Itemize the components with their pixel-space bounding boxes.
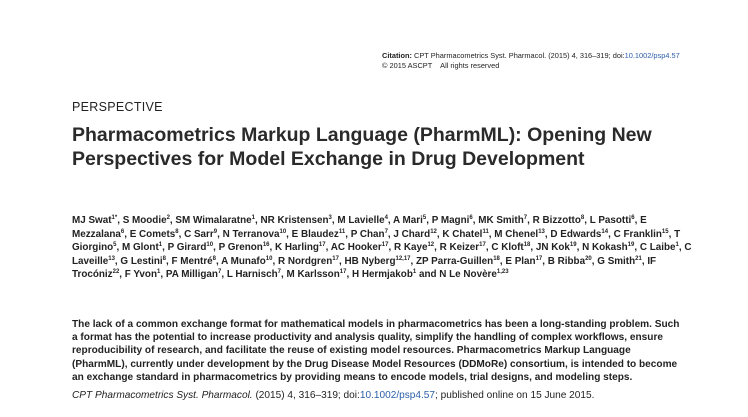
- author-affiliation: 13: [538, 228, 545, 235]
- rights-text: All rights reserved: [440, 61, 500, 70]
- author-name: PA Milligan: [165, 269, 218, 280]
- author-affiliation: 1: [157, 269, 161, 275]
- author-affiliation: 7: [523, 215, 528, 221]
- author-affiliation: 8: [212, 255, 217, 262]
- published-date: ; published online on 15 June 2015.: [435, 390, 595, 401]
- author-name: C Laveille: [72, 242, 692, 267]
- author-name: F Mentré: [171, 255, 213, 267]
- author-affiliation: 1*: [111, 215, 118, 221]
- author-affiliation: 17: [318, 242, 326, 248]
- author-affiliation: 10: [279, 228, 287, 235]
- author-name: ZP Parra-Guillen: [416, 255, 494, 267]
- citation-text: CPT Pharmacometrics Syst. Pharmacol. (2015) 4, 316–319;: [414, 51, 611, 60]
- author-affiliation: 10: [265, 255, 273, 262]
- author-name: A Munafo: [221, 255, 266, 267]
- citation-doi-prefix: doi:: [612, 51, 625, 60]
- author-affiliation: 6: [469, 215, 473, 221]
- author-name: AC Hooker: [330, 242, 382, 253]
- author-affiliation: 8: [580, 215, 585, 221]
- author-name: K Harling: [275, 242, 319, 253]
- author-affiliation: 17: [339, 269, 347, 275]
- author-name: L Pasotti: [589, 215, 632, 226]
- author-name: MJ Swat: [72, 215, 112, 226]
- author-affiliation: 7: [384, 228, 388, 235]
- author-name: SM Wimalaratne: [175, 215, 252, 226]
- author-affiliation: 8: [175, 228, 179, 235]
- author-name: HB Nyberg: [344, 255, 396, 267]
- author-name: M Lavielle: [337, 215, 385, 226]
- journal-reference: [72, 389, 692, 402]
- author-name: C Kloft: [491, 242, 524, 253]
- section-label: PERSPECTIVE: [72, 100, 163, 114]
- author-name: L Harnisch: [226, 269, 278, 280]
- author-name: R Nordgren: [277, 255, 333, 267]
- author-affiliation: 5: [422, 215, 427, 221]
- author-affiliation: 16: [262, 242, 270, 248]
- author-name: C Sarr: [184, 228, 214, 240]
- citation-label: Citation:: [382, 51, 412, 60]
- author-affiliation: 9: [213, 228, 218, 235]
- abstract-text: The lack of a common exchange format for mathematical models in pharmacometrics has been a long-standing problem. Such a format has the potential to increase productivity and analysis quality, simplify the handling of complex workflows, ensure reproducibility of research, and facilitate the reuse of existing model resources. Pharmacometrics Markup Language (PharmML), currently under development by the Drug Disease Model Resources (DDMoRe) consortium, is intended to become an exchange standard in pharmacometrics by providing means to encode models, trial designs, and modeling steps.: [72, 319, 680, 383]
- author-affiliation: 7: [277, 269, 282, 275]
- copyright-text: © 2015 ASCPT: [382, 61, 433, 70]
- author-name: J Chard: [393, 228, 431, 240]
- author-name: S Moodie: [122, 215, 167, 226]
- author-affiliation: 17: [381, 242, 389, 248]
- journal-name: CPT Pharmacometrics Syst. Pharmacol.: [72, 390, 253, 401]
- author-name: E Comets: [129, 228, 176, 240]
- author-name: E Plan: [505, 255, 536, 267]
- author-name: MK Smith: [478, 215, 524, 226]
- author-affiliation: 14: [601, 228, 609, 235]
- author-name: P Chan: [350, 228, 385, 240]
- author-name: C Franklin: [613, 228, 662, 240]
- author-affiliation: 3: [328, 215, 332, 221]
- author-name: E Mezzalana: [72, 215, 647, 240]
- author-affiliation: 12: [430, 228, 437, 235]
- author-affiliation: 11: [482, 228, 489, 235]
- author-affiliation: 7: [217, 269, 222, 275]
- author-affiliation: 17: [535, 255, 543, 262]
- author-name: G Smith: [597, 255, 636, 267]
- author-name: A Mari: [393, 215, 423, 226]
- author-affiliation: 12: [427, 242, 435, 248]
- author-name: B Ribba: [547, 255, 586, 267]
- author-name: NR Kristensen: [260, 215, 329, 226]
- author-joiner: and: [418, 269, 437, 280]
- citation-block: [382, 51, 742, 71]
- author-affiliation: 17: [479, 242, 486, 248]
- author-name: R Bizzotto: [532, 215, 581, 226]
- author-name: T Giorgino: [72, 228, 681, 253]
- author-affiliation: 1: [158, 242, 163, 248]
- author-name: F Yvon: [124, 269, 157, 280]
- author-affiliation: 20: [585, 255, 592, 262]
- journal-details: (2015) 4, 316–319; doi:: [255, 390, 360, 401]
- author-affiliation: 1: [412, 269, 417, 275]
- author-affiliation: 17: [332, 255, 339, 262]
- author-name: C Laibe: [639, 242, 676, 253]
- author-affiliation: 2: [166, 215, 170, 221]
- author-name: P Girard: [167, 242, 207, 253]
- author-affiliation: 22: [112, 269, 120, 275]
- author-affiliation: 8: [162, 255, 167, 262]
- author-name: R Keizer: [439, 242, 480, 253]
- author-name: R Kaye: [393, 242, 428, 253]
- author-name: M Glont: [121, 242, 159, 253]
- author-affiliation: 15: [661, 228, 669, 235]
- author-affiliation: 5: [113, 242, 117, 248]
- author-affiliation: 1: [251, 215, 255, 221]
- author-name: H Hermjakob: [351, 269, 413, 280]
- author-affiliation: 6: [120, 228, 125, 235]
- author-name: E Blaudez: [291, 228, 339, 240]
- author-affiliation: 18: [493, 255, 500, 262]
- citation-line: [382, 51, 742, 61]
- author-affiliation: 19: [569, 242, 577, 248]
- article-title: Pharmacometrics Markup Language (PharmML): Opening New Perspectives for Model Exchange in Drug Development: [72, 124, 652, 170]
- copyright-line: [382, 61, 742, 71]
- author-list: MJ Swat$^{1*}$, S Moodie$^2$, SM Wimalaratne$^1$, NR Kristensen$^3$, M Lavielle$^4$, A Mari$^5$, P Magni$^6$, MK Smith$^7$, R Bizzotto$^8$, L Pasotti$^6$, E Mezzalana$^6$, E Comets$^8$, C Sarr$^9$, N Terranova$^{10}$, E Blaudez$^{11}$, P Chan$^7$, J Chard$^{12}$, K Chatel$^{11}$, M Chenel$^{13}$, D Edwards$^{14}$, C Franklin$^{15}$, T Giorgino$^5$, M Glont$^1$, P Girard$^{10}$, P Grenon$^{16}$, K Harling$^{17}$, AC Hooker$^{17}$, R Kaye$^{12}$, R Keizer$^{17}$, C Kloft$^{18}$, JN Kok$^{19}$, N Kokash$^{19}$, C Laibe$^1$, C Laveille$^{13}$, G Lestini$^8$, F Mentré$^8$, A Munafo$^{10}$, R Nordgren$^{17}$, HB Nyberg$^{12,17}$, ZP Parra-Guillen$^{18}$, E Plan$^{17}$, B Ribba$^{20}$, G Smith$^{21}$, IF Trocóniz$^{22}$, F Yvon$^1$, PA Milligan$^7$, L Harnisch$^7$, M Karlsson$^{17}$, H Hermjakob$^1$ and N Le Novère$^{1,23}$: [72, 215, 692, 280]
- author-name: P Magni: [431, 215, 470, 226]
- citation-doi-link[interactable]: 10.1002/psp4.57: [624, 51, 680, 60]
- author-affiliation: 19: [627, 242, 635, 248]
- author-affiliation: 18: [523, 242, 531, 248]
- author-name: N Terranova: [222, 228, 280, 240]
- author-name: JN Kok: [535, 242, 570, 253]
- author-name: M Karlsson: [286, 269, 340, 280]
- author-affiliation: 12,17: [395, 255, 411, 262]
- author-affiliation: 1,23: [496, 269, 509, 275]
- author-affiliation: 13: [108, 255, 115, 262]
- author-affiliation: 1: [675, 242, 679, 248]
- journal-doi-link[interactable]: 10.1002/psp4.57: [359, 390, 436, 401]
- author-name: M Chenel: [494, 228, 539, 240]
- author-affiliation: 4: [384, 215, 388, 221]
- author-name: K Chatel: [442, 228, 483, 240]
- author-name: G Lestini: [120, 255, 163, 267]
- author-affiliation: 6: [631, 215, 635, 221]
- author-affiliation: 21: [635, 255, 642, 262]
- author-name: P Grenon: [218, 242, 263, 253]
- author-name: N Le Novère: [439, 269, 497, 280]
- author-name: IF Trocóniz: [72, 255, 657, 280]
- author-name: D Edwards: [550, 228, 602, 240]
- author-affiliation: 11: [338, 228, 346, 235]
- author-name: N Kokash: [582, 242, 628, 253]
- author-affiliation: 10: [206, 242, 214, 248]
